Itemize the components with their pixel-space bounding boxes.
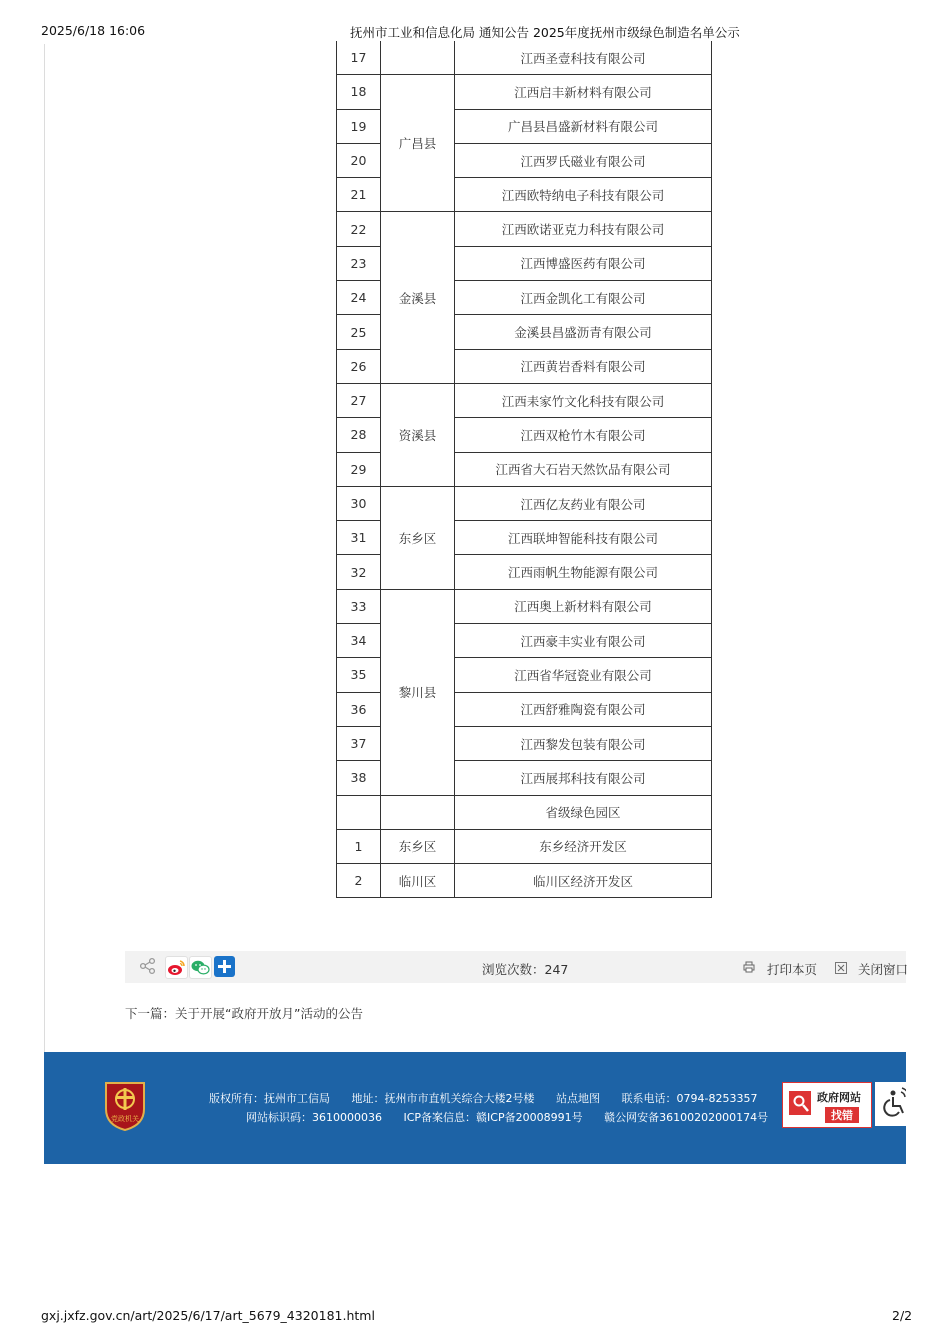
area-cell: 资溪县 [381, 383, 455, 486]
row-number: 28 [337, 418, 381, 452]
area-cell [381, 41, 455, 75]
row-number: 33 [337, 589, 381, 623]
empty-cell [381, 795, 455, 829]
company-name: 江西雨帆生物能源有限公司 [455, 555, 712, 589]
row-number: 27 [337, 383, 381, 417]
weibo-icon[interactable] [165, 956, 188, 979]
phone-text: 联系电话：0794-8253357 [621, 1092, 758, 1105]
badge-subtitle: 找错 [825, 1107, 859, 1123]
empty-cell [337, 795, 381, 829]
police-record-link[interactable]: 赣公网安备36100202000174号 [604, 1111, 769, 1124]
company-name: 江西双枪竹木有限公司 [455, 418, 712, 452]
company-name: 江西黄岩香料有限公司 [455, 349, 712, 383]
company-name: 江西金凯化工有限公司 [455, 281, 712, 315]
company-name: 江西黎发包装有限公司 [455, 726, 712, 760]
company-name: 江西省华冠瓷业有限公司 [455, 658, 712, 692]
company-name: 江西舒雅陶瓷有限公司 [455, 692, 712, 726]
company-name: 江西展邦科技有限公司 [455, 761, 712, 795]
green-manufacturing-table [336, 41, 712, 898]
print-icon[interactable] [743, 961, 755, 973]
magnifier-icon [789, 1091, 811, 1115]
close-icon[interactable] [835, 962, 847, 974]
area-cell: 临川区 [381, 864, 455, 898]
badge-title: 政府网站 [817, 1091, 861, 1104]
section-header-row [337, 795, 712, 829]
row-number: 1 [337, 829, 381, 863]
next-article [125, 1004, 363, 1022]
site-id-text: 网站标识码：3610000036 [246, 1111, 382, 1124]
party-government-emblem[interactable] [102, 1079, 148, 1131]
row-number: 2 [337, 864, 381, 898]
print-url: gxj.jxfz.gov.cn/art/2025/6/17/art_5679_4320181.html [41, 1308, 375, 1323]
row-number: 22 [337, 212, 381, 246]
site-footer [44, 1052, 906, 1164]
next-article-label: 下一篇： [125, 1006, 176, 1021]
table-row [337, 864, 712, 898]
company-name: 江西启丰新材料有限公司 [455, 75, 712, 109]
row-number: 21 [337, 178, 381, 212]
print-page-title: 抚州市工业和信息化局 通知公告 2025年度抚州市级绿色制造名单公示 [350, 25, 740, 40]
company-name: 金溪县昌盛沥青有限公司 [455, 315, 712, 349]
close-window-button[interactable]: 关闭窗口 [858, 962, 909, 977]
table-row [337, 829, 712, 863]
company-name: 江西联坤智能科技有限公司 [455, 521, 712, 555]
company-name: 江西豪丰实业有限公司 [455, 624, 712, 658]
print-page-button[interactable]: 打印本页 [767, 962, 818, 977]
row-number: 26 [337, 349, 381, 383]
company-name: 江西奥上新材料有限公司 [455, 589, 712, 623]
company-name: 江西欧特纳电子科技有限公司 [455, 178, 712, 212]
company-name: 江西亿友药业有限公司 [455, 486, 712, 520]
more-share-icon[interactable] [214, 956, 235, 977]
row-number: 20 [337, 143, 381, 177]
row-number: 35 [337, 658, 381, 692]
address-text: 地址：抚州市市直机关综合大楼2号楼 [351, 1092, 535, 1105]
wechat-icon[interactable] [189, 956, 212, 979]
article-toolbar [125, 951, 909, 983]
row-number: 18 [337, 75, 381, 109]
company-name: 广昌县昌盛新材料有限公司 [455, 109, 712, 143]
company-name: 江西耒家竹文化科技有限公司 [455, 383, 712, 417]
next-article-link[interactable]: 关于开展“政府开放月”活动的公告 [175, 1006, 363, 1021]
table-row [337, 486, 712, 520]
share-icon[interactable] [139, 957, 157, 975]
row-number: 36 [337, 692, 381, 726]
row-number: 25 [337, 315, 381, 349]
footer-row-2 [246, 1109, 786, 1125]
row-number: 24 [337, 281, 381, 315]
table-row [337, 41, 712, 75]
row-number: 23 [337, 246, 381, 280]
gov-site-error-report-badge[interactable] [782, 1082, 872, 1128]
print-page-number: 2/2 [892, 1308, 913, 1323]
table-row [337, 212, 712, 246]
table-row [337, 75, 712, 109]
content-border [44, 44, 45, 1054]
print-date: 2025/6/18 16:06 [41, 23, 146, 38]
accessibility-icon [875, 1082, 906, 1126]
company-name: 江西省大石岩天然饮品有限公司 [455, 452, 712, 486]
company-name: 江西博盛医药有限公司 [455, 246, 712, 280]
footer-row-1 [209, 1090, 775, 1106]
row-number: 29 [337, 452, 381, 486]
row-number: 34 [337, 624, 381, 658]
view-count: 浏览次数：247 [482, 962, 569, 977]
park-name: 东乡经济开发区 [455, 829, 712, 863]
row-number: 32 [337, 555, 381, 589]
row-number: 30 [337, 486, 381, 520]
row-number: 19 [337, 109, 381, 143]
area-cell: 东乡区 [381, 486, 455, 589]
company-name: 江西罗氏磁业有限公司 [455, 143, 712, 177]
company-name: 江西欧诺亚克力科技有限公司 [455, 212, 712, 246]
table-row [337, 383, 712, 417]
table-row [337, 589, 712, 623]
row-number: 38 [337, 761, 381, 795]
sitemap-link[interactable]: 站点地图 [556, 1092, 600, 1105]
row-number: 17 [337, 41, 381, 75]
copyright-text: 版权所有：抚州市工信局 [209, 1092, 330, 1105]
area-cell: 黎川县 [381, 589, 455, 795]
area-cell: 金溪县 [381, 212, 455, 383]
area-cell: 东乡区 [381, 829, 455, 863]
accessibility-button[interactable] [875, 1082, 906, 1126]
row-number: 37 [337, 726, 381, 760]
company-name: 江西圣壹科技有限公司 [455, 41, 712, 75]
icp-link[interactable]: ICP备案信息：赣ICP备20008991号 [403, 1111, 583, 1124]
emblem-text: 党政机关 [111, 1115, 139, 1123]
park-name: 临川区经济开发区 [455, 864, 712, 898]
area-cell: 广昌县 [381, 75, 455, 212]
row-number: 31 [337, 521, 381, 555]
section-title: 省级绿色园区 [455, 795, 712, 829]
